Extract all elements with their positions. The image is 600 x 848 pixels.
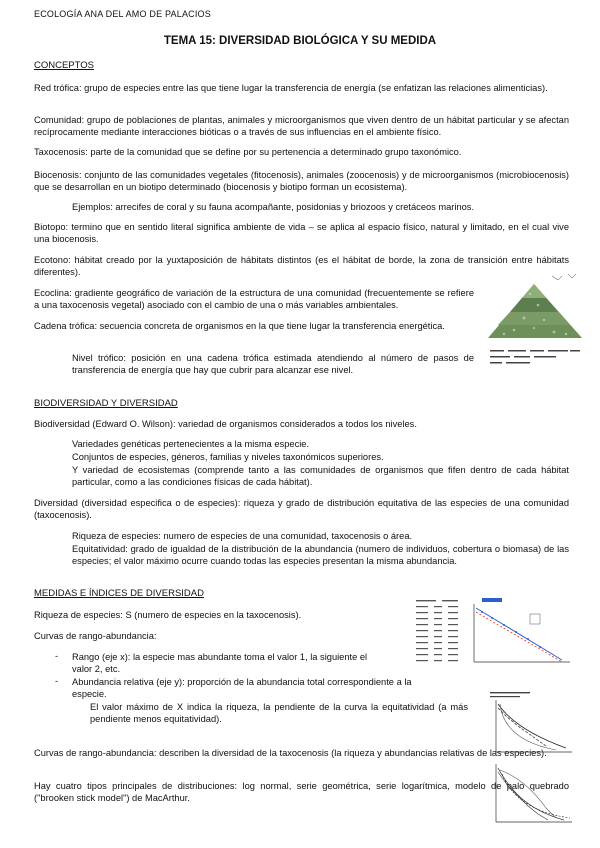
running-header: ECOLOGÍA ANA DEL AMO DE PALACIOS — [34, 9, 211, 19]
section-heading-biodiversidad: BIODIVERSIDAD Y DIVERSIDAD — [34, 398, 178, 409]
paragraph-curvas-label: Curvas de rango-abundancia: — [34, 631, 157, 641]
paragraph-equitatividad: Equitatividad: grado de igualdad de la distribución de la abundancia (numero de individuos, cobertura o biomasa) de las especies; el valor máximo ocurre cuando todas las especies presentan la misma abundancia. — [72, 544, 569, 567]
paragraph-curvas-descripcion: Curvas de rango-abundancia: describen la diversidad de la taxocenosis (la riqueza y abundancias relativas de las especies). — [34, 748, 547, 758]
paragraph-red-trofica: Red trófica: grupo de especies entre las que tiene lugar la transferencia de energía (se enfatizan las relaciones alimenticias). — [34, 83, 548, 93]
paragraph-biodiversidad-intro: Biodiversidad (Edward O. Wilson): variedad de organismos considerados a todos los niveles. — [34, 419, 417, 429]
paragraph-nivel-trofico: Nivel trófico: posición en una cadena trófica estimada atendiendo al número de pasos de transferencia de energía que hay que cubrir para alcanzar ese nivel. — [72, 353, 474, 376]
paragraph-comunidad: Comunidad: grupo de poblaciones de plantas, animales y microorganismos que viven dentro de un hábitat particular y se afectan recíprocamente mediante interacciones bióticas o a través de sus influencias en el ambiente físico. — [34, 115, 569, 138]
paragraph-diversidad: Diversidad (diversidad especifica o de especies): riqueza y grado de distribución equitativa de las especies de una comunidad (taxocenosis). — [34, 498, 569, 521]
rank-abundance-table-figure — [412, 596, 572, 668]
section-heading-medidas: MEDIDAS E ÍNDICES DE DIVERSIDAD — [34, 588, 204, 599]
list-item-ecosistemas: Y variedad de ecosistemas (comprende tanto a las comunidades de organismos que fifen dentro de cada hábitat particular, como a las condiciones físicas de cada hábitat). — [72, 465, 569, 488]
list-item-conjuntos: Conjuntos de especies, géneros, familias y niveles taxonómicos superiores. — [72, 452, 384, 462]
paragraph-cadena-trofica: Cadena trófica: secuencia concreta de organismos en la que tiene lugar la transferencia energética. — [34, 321, 445, 331]
pyramid-layer-2 — [510, 298, 558, 312]
page-title: TEMA 15: DIVERSIDAD BIOLÓGICA Y SU MEDIDA — [163, 35, 437, 47]
bullet-dash-2: - — [55, 676, 59, 686]
paragraph-ejemplos: Ejemplos: arrecifes de coral y su fauna acompañante, posidonias y briozoos y cretáceos marinos. — [72, 202, 475, 212]
paragraph-riqueza: Riqueza de especies: numero de especies de una comunidad, taxocenosis o área. — [72, 531, 413, 541]
bird-mark — [552, 276, 562, 280]
paragraph-biotopo: Biotopo: termino que en sentido literal significa ambiente de vida – se aplica al espacio físico, natural y limitado, en el cual vive una biocenosis. — [34, 222, 569, 245]
paragraph-taxocenosis: Taxocenosis: parte de la comunidad que se define por su pertenencia a determinado grupo taxonómico. — [34, 147, 462, 157]
paragraph-biocenosis: Biocenosis: conjunto de las comunidades vegetales (fitocenosis), animales (zoocenosis) y de microorganismos (microbiocenosis) que se desarrollan en un biotipo determinado (biocenosis y biotipo forman un ecosistema). — [34, 170, 569, 193]
paragraph-riqueza-s: Riqueza de especies: S (numero de especies en la taxocenosis). — [34, 610, 302, 620]
distribution-curves-figure — [486, 690, 576, 830]
trophic-pyramid-figure — [484, 270, 584, 370]
paragraph-ecotono: Ecotono: hábitat creado por la yuxtaposición de hábitats distintos (es el hábitat de borde, la zona de transición entre hábitats diferentes). — [34, 255, 569, 278]
list-item-abundancia: Abundancia relativa (eje y): proporción de la abundancia total correspondiente a la especie. — [72, 677, 412, 700]
paragraph-valor-maximo: El valor máximo de X indica la riqueza, la pendiente de la curva la equitatividad (a más pendiente menos equitatividad). — [90, 702, 468, 725]
list-item-rango: Rango (eje x): la especie mas abundante toma el valor 1, la siguiente el valor 2, etc. — [72, 652, 368, 675]
pyramid-layer-3 — [498, 312, 570, 325]
paragraph-ecoclina: Ecoclina: gradiente geográfico de variación de la estructura de una comunidad (frecuentemente se refiere a una taxocenosis vegetal) asociado con el cambio de una o más variables ambientales. — [34, 288, 474, 311]
list-item-variedades: Variedades genéticas pertenecientes a la misma especie. — [72, 439, 310, 449]
bullet-dash-1: - — [55, 651, 59, 661]
section-heading-conceptos: CONCEPTOS — [34, 60, 95, 71]
paragraph-tipos-distribuciones: Hay cuatro tipos principales de distribuciones: log normal, serie geométrica, serie logarítmica, modelo de palo quebrado ("brooken stick model") de MacArthur. — [34, 781, 569, 804]
pyramid-top — [522, 284, 546, 298]
